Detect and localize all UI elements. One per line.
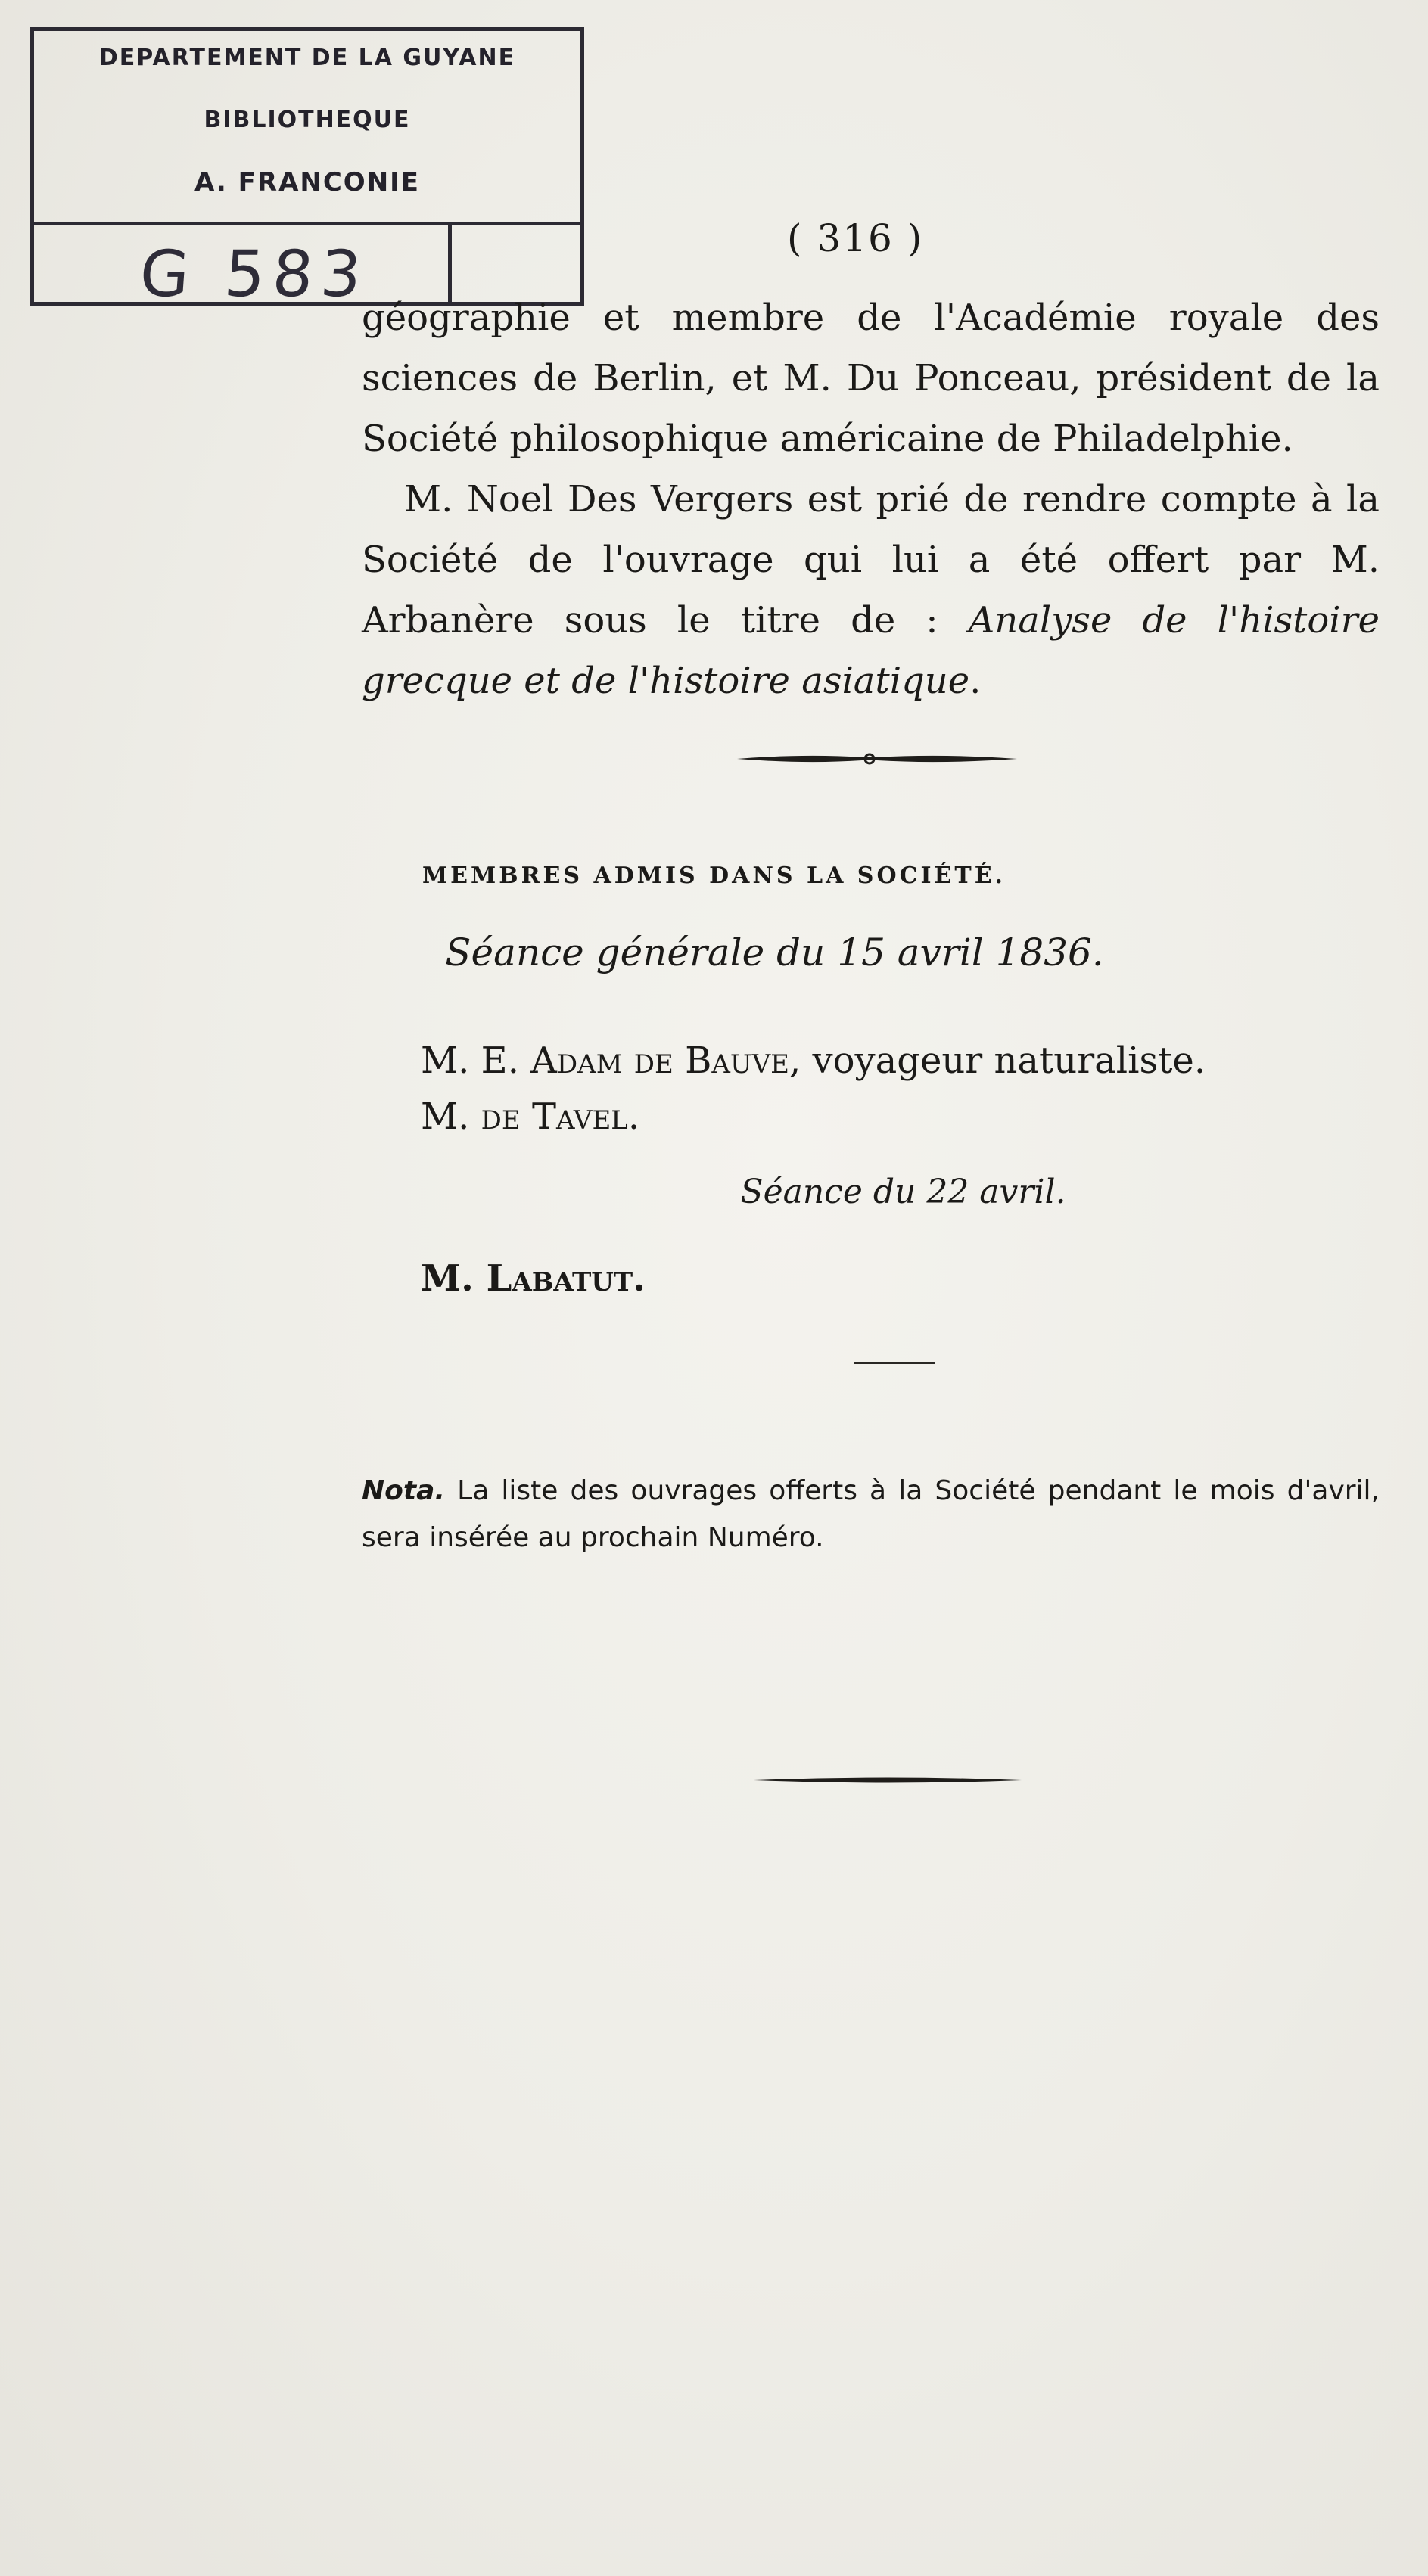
member-prefix: M. E. [421,1039,531,1082]
member-name: de Tavel [481,1095,628,1138]
work-title: Analyse de l'histoire grecque et de l'histoire asiatique [362,599,1380,702]
member-description: . [627,1095,640,1138]
member-name: Labatut [486,1257,633,1300]
member-name: Adam de Bauve [530,1039,789,1082]
paragraph-report-text: M. Noel Des Vergers est prié de rendre compte à la Société de l'ouvrage qui lui a été offert par M. Arbanère sous le titre de : [362,478,1380,642]
member-description: . [633,1257,646,1300]
member-description: , voyageur naturaliste. [789,1039,1206,1082]
section-heading: MEMBRES ADMIS DANS LA SOCIÉTÉ. [422,862,1006,889]
nota-text: La liste des ouvrages offerts à la Société pendant le mois d'avril, sera insérée au prochain Numéro. [362,1475,1380,1553]
member-entry [421,1038,1206,1083]
page-number: ( 316 ) [787,216,924,260]
member-prefix: M. [421,1095,481,1138]
member-entry [421,1094,639,1139]
closing-rule [751,1775,1025,1785]
member-entry [421,1256,646,1301]
stamp-owner: A. FRANCONIE [194,167,421,197]
session-title-15-april: Séance générale du 15 avril 1836. [445,931,1104,974]
library-stamp [30,27,584,311]
stamp-department: DEPARTEMENT DE LA GUYANE [98,45,516,71]
paragraph-report-end: . [969,660,982,702]
stamp-library: BIBLIOTHEQUE [204,107,411,133]
short-divider [854,1362,935,1364]
paragraph-report-request [362,469,1380,711]
nota-note [362,1468,1380,1561]
paragraph-continuation: géographie et membre de l'Académie royale des sciences de Berlin, et M. Du Ponceau, président de la Société philosophique américaine de Philadelphie. [362,297,1380,460]
member-prefix: M. [421,1257,487,1300]
stamp-cote-number: G 583 [137,237,372,311]
session-title-22-april: Séance du 22 avril. [740,1173,1066,1211]
nota-label: Nota. [362,1475,446,1506]
ornamental-rule [730,747,1025,770]
